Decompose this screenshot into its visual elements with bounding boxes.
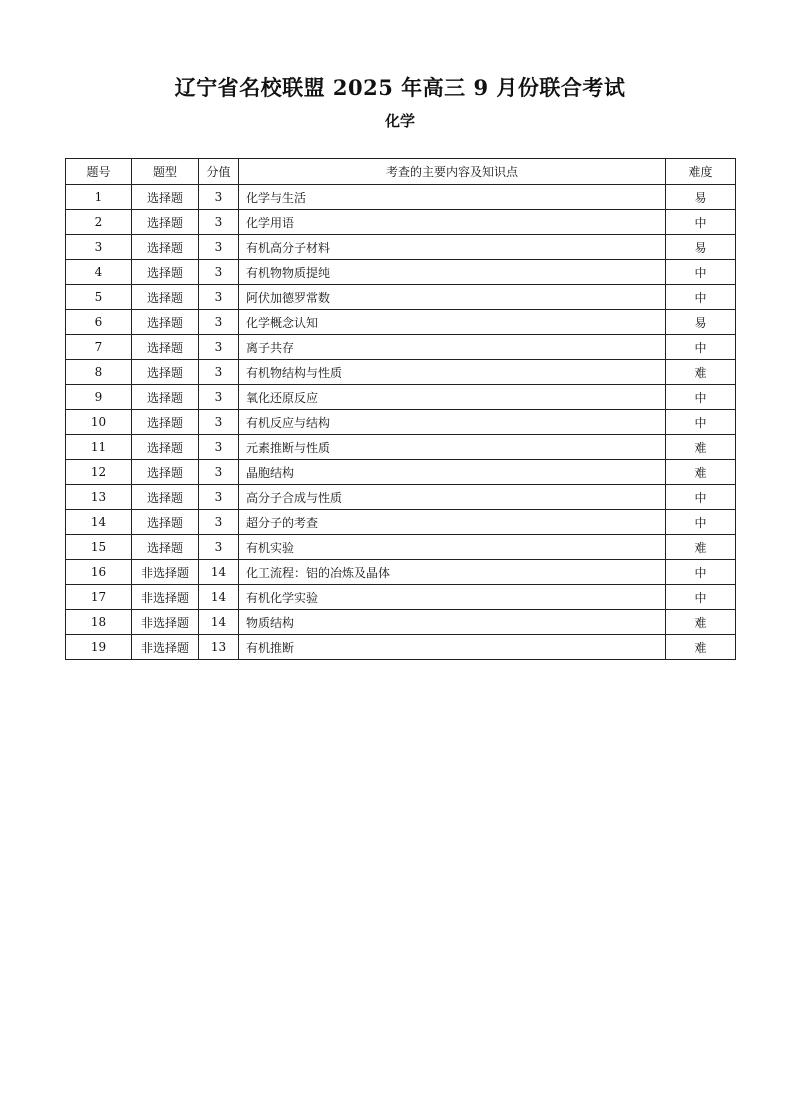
question-number-cell: 19 (66, 635, 132, 660)
table-row (66, 360, 736, 385)
score-cell: 14 (199, 585, 239, 610)
header-difficulty: 难度 (666, 159, 736, 185)
question-type-cell: 选择题 (132, 310, 199, 335)
content-cell: 化学与生活 (239, 185, 666, 210)
question-type-cell: 选择题 (132, 335, 199, 360)
score-cell: 3 (199, 385, 239, 410)
table-row (66, 185, 736, 210)
question-type-cell: 选择题 (132, 385, 199, 410)
question-number-cell: 8 (66, 360, 132, 385)
table-row (66, 210, 736, 235)
difficulty-cell: 中 (666, 210, 736, 235)
question-number-cell: 4 (66, 260, 132, 285)
difficulty-cell: 中 (666, 510, 736, 535)
content-cell: 有机推断 (239, 635, 666, 660)
difficulty-cell: 难 (666, 535, 736, 560)
table-row (66, 585, 736, 610)
question-number-cell: 12 (66, 460, 132, 485)
content-cell: 有机实验 (239, 535, 666, 560)
difficulty-cell: 中 (666, 410, 736, 435)
question-type-cell: 选择题 (132, 435, 199, 460)
table-row (66, 485, 736, 510)
content-cell: 高分子合成与性质 (239, 485, 666, 510)
question-type-cell: 非选择题 (132, 635, 199, 660)
table-row (66, 235, 736, 260)
question-number-cell: 7 (66, 335, 132, 360)
content-cell: 化工流程：铝的冶炼及晶体 (239, 560, 666, 585)
question-number-cell: 14 (66, 510, 132, 535)
difficulty-cell: 中 (666, 335, 736, 360)
table-row (66, 335, 736, 360)
difficulty-cell: 难 (666, 460, 736, 485)
difficulty-cell: 难 (666, 610, 736, 635)
difficulty-cell: 中 (666, 285, 736, 310)
difficulty-cell: 难 (666, 435, 736, 460)
question-type-cell: 选择题 (132, 485, 199, 510)
score-cell: 3 (199, 185, 239, 210)
difficulty-cell: 中 (666, 585, 736, 610)
table-row (66, 435, 736, 460)
header-content: 考查的主要内容及知识点 (239, 159, 666, 185)
content-cell: 超分子的考查 (239, 510, 666, 535)
question-type-cell: 非选择题 (132, 585, 199, 610)
question-number-cell: 17 (66, 585, 132, 610)
table-row (66, 285, 736, 310)
question-number-cell: 10 (66, 410, 132, 435)
score-cell: 3 (199, 210, 239, 235)
content-cell: 元素推断与性质 (239, 435, 666, 460)
question-number-cell: 16 (66, 560, 132, 585)
difficulty-cell: 中 (666, 260, 736, 285)
score-cell: 3 (199, 310, 239, 335)
score-cell: 3 (199, 510, 239, 535)
score-cell: 13 (199, 635, 239, 660)
header-score: 分值 (199, 159, 239, 185)
question-type-cell: 非选择题 (132, 560, 199, 585)
question-type-cell: 选择题 (132, 410, 199, 435)
question-type-cell: 选择题 (132, 535, 199, 560)
score-cell: 14 (199, 610, 239, 635)
table-body (66, 185, 736, 660)
table-row (66, 410, 736, 435)
score-cell: 3 (199, 335, 239, 360)
score-cell: 3 (199, 410, 239, 435)
table-row (66, 260, 736, 285)
table-row (66, 460, 736, 485)
score-cell: 3 (199, 285, 239, 310)
table-row (66, 610, 736, 635)
score-cell: 3 (199, 235, 239, 260)
table-row (66, 310, 736, 335)
content-cell: 晶胞结构 (239, 460, 666, 485)
difficulty-cell: 难 (666, 360, 736, 385)
question-number-cell: 18 (66, 610, 132, 635)
question-type-cell: 选择题 (132, 210, 199, 235)
table-row (66, 560, 736, 585)
content-cell: 有机物结构与性质 (239, 360, 666, 385)
content-cell: 有机物物质提纯 (239, 260, 666, 285)
content-cell: 有机反应与结构 (239, 410, 666, 435)
question-number-cell: 11 (66, 435, 132, 460)
question-number-cell: 6 (66, 310, 132, 335)
difficulty-cell: 中 (666, 385, 736, 410)
table-row (66, 635, 736, 660)
table-row (66, 535, 736, 560)
table-row (66, 385, 736, 410)
question-number-cell: 15 (66, 535, 132, 560)
content-cell: 离子共存 (239, 335, 666, 360)
table-header-row (66, 159, 736, 185)
question-type-cell: 非选择题 (132, 610, 199, 635)
score-cell: 3 (199, 360, 239, 385)
question-number-cell: 5 (66, 285, 132, 310)
header-question-number: 题号 (66, 159, 132, 185)
page-title: 辽宁省名校联盟 2025 年高三 9 月份联合考试 (174, 75, 626, 100)
content-cell: 氧化还原反应 (239, 385, 666, 410)
question-number-cell: 9 (66, 385, 132, 410)
content-cell: 化学用语 (239, 210, 666, 235)
content-cell: 物质结构 (239, 610, 666, 635)
difficulty-cell: 中 (666, 560, 736, 585)
score-cell: 14 (199, 560, 239, 585)
question-number-cell: 2 (66, 210, 132, 235)
score-cell: 3 (199, 435, 239, 460)
difficulty-cell: 易 (666, 235, 736, 260)
score-cell: 3 (199, 535, 239, 560)
question-type-cell: 选择题 (132, 285, 199, 310)
difficulty-cell: 易 (666, 310, 736, 335)
question-number-cell: 13 (66, 485, 132, 510)
content-cell: 阿伏加德罗常数 (239, 285, 666, 310)
content-cell: 有机化学实验 (239, 585, 666, 610)
difficulty-cell: 易 (666, 185, 736, 210)
question-type-cell: 选择题 (132, 510, 199, 535)
subject-title: 化学 (384, 112, 415, 130)
question-type-cell: 选择题 (132, 260, 199, 285)
header-question-type: 题型 (132, 159, 199, 185)
content-cell: 化学概念认知 (239, 310, 666, 335)
question-type-cell: 选择题 (132, 185, 199, 210)
exam-spec-table (65, 158, 736, 660)
question-type-cell: 选择题 (132, 235, 199, 260)
score-cell: 3 (199, 260, 239, 285)
content-cell: 有机高分子材料 (239, 235, 666, 260)
difficulty-cell: 中 (666, 485, 736, 510)
score-cell: 3 (199, 460, 239, 485)
question-number-cell: 3 (66, 235, 132, 260)
question-type-cell: 选择题 (132, 460, 199, 485)
question-type-cell: 选择题 (132, 360, 199, 385)
question-number-cell: 1 (66, 185, 132, 210)
table-row (66, 510, 736, 535)
difficulty-cell: 难 (666, 635, 736, 660)
score-cell: 3 (199, 485, 239, 510)
